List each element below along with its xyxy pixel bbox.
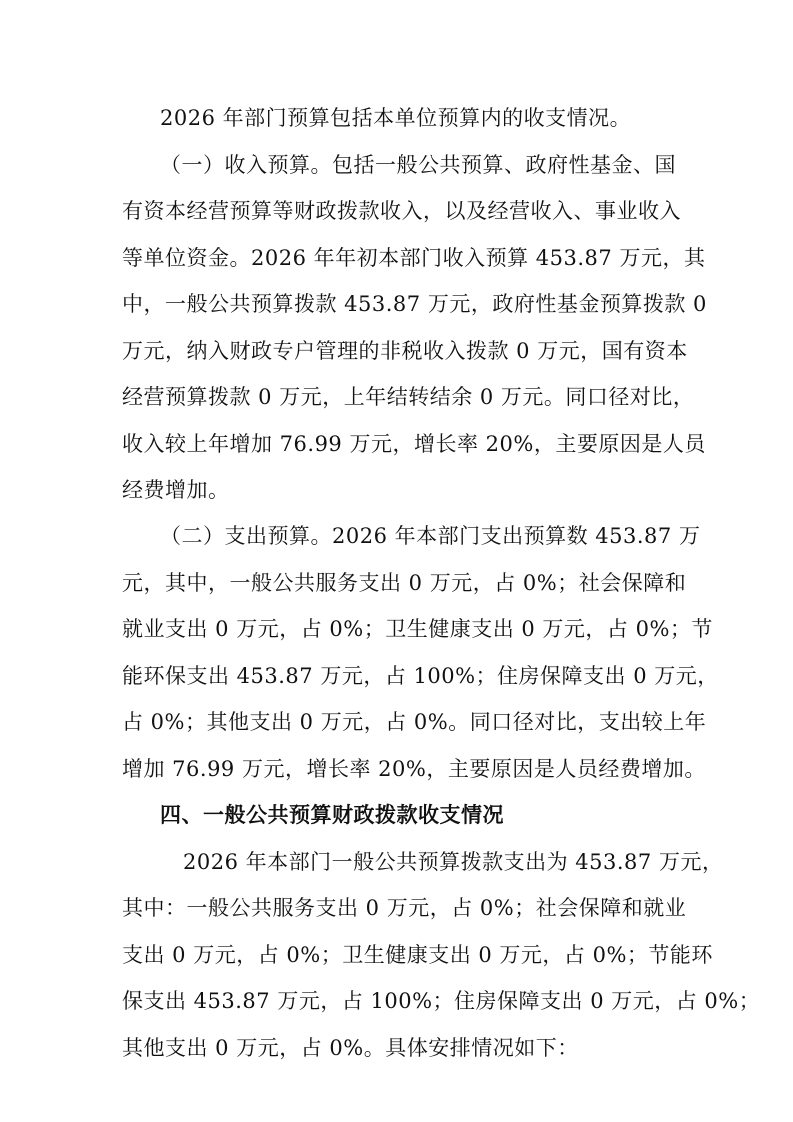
income-line-6: 经营预算拨款 0 万元，上年结转结余 0 万元。同口径对比， xyxy=(122,385,695,409)
section-four-line-1: 2026 年本部门一般公共预算拨款支出为 453.87 万元， xyxy=(183,850,724,874)
expenditure-line-3: 就业支出 0 万元，占 0%；卫生健康支出 0 万元，占 0%；节 xyxy=(122,617,713,641)
section-four-line-5: 其他支出 0 万元，占 0%。具体安排情况如下： xyxy=(122,1036,579,1060)
section-four-heading: 四、一般公共预算财政拨款收支情况 xyxy=(160,803,504,827)
expenditure-line-4: 能环保支出 453.87 万元，占 100%；住房保障支出 0 万元， xyxy=(122,664,719,688)
income-line-2: 有资本经营预算等财政拨款收入，以及经营收入、事业收入 xyxy=(122,199,681,223)
expenditure-line-2: 元，其中，一般公共服务支出 0 万元，占 0%；社会保障和 xyxy=(122,571,687,595)
section-four-line-3: 支出 0 万元，占 0%；卫生健康支出 0 万元，占 0%；节能环 xyxy=(122,943,713,967)
section-four-line-4: 保支出 453.87 万元，占 100%；住房保障支出 0 万元，占 0%； xyxy=(122,989,761,1013)
income-line-5: 万元，纳入财政专户管理的非税收入拨款 0 万元，国有资本 xyxy=(122,339,688,363)
expenditure-line-5: 占 0%；其他支出 0 万元，占 0%。同口径对比，支出较上年 xyxy=(122,710,707,734)
income-line-7: 收入较上年增加 76.99 万元，增长率 20%，主要原因是人员 xyxy=(122,432,706,456)
section-four-line-2: 其中：一般公共服务支出 0 万元，占 0%；社会保障和就业 xyxy=(122,896,687,920)
income-line-8: 经费增加。 xyxy=(122,478,230,502)
expenditure-line-6: 增加 76.99 万元，增长率 20%，主要原因是人员经费增加。 xyxy=(122,757,706,781)
income-line-4: 中，一般公共预算拨款 453.87 万元，政府性基金预算拨款 0 xyxy=(122,292,707,316)
intro-paragraph: 2026 年部门预算包括本单位预算内的收支情况。 xyxy=(160,106,632,130)
income-line-1: （一）收入预算。包括一般公共预算、政府性基金、国 xyxy=(160,153,676,177)
expenditure-line-1: （二）支出预算。2026 年本部门支出预算数 453.87 万 xyxy=(160,524,701,548)
income-line-3: 等单位资金。2026 年年初本部门收入预算 453.87 万元，其 xyxy=(122,246,706,270)
